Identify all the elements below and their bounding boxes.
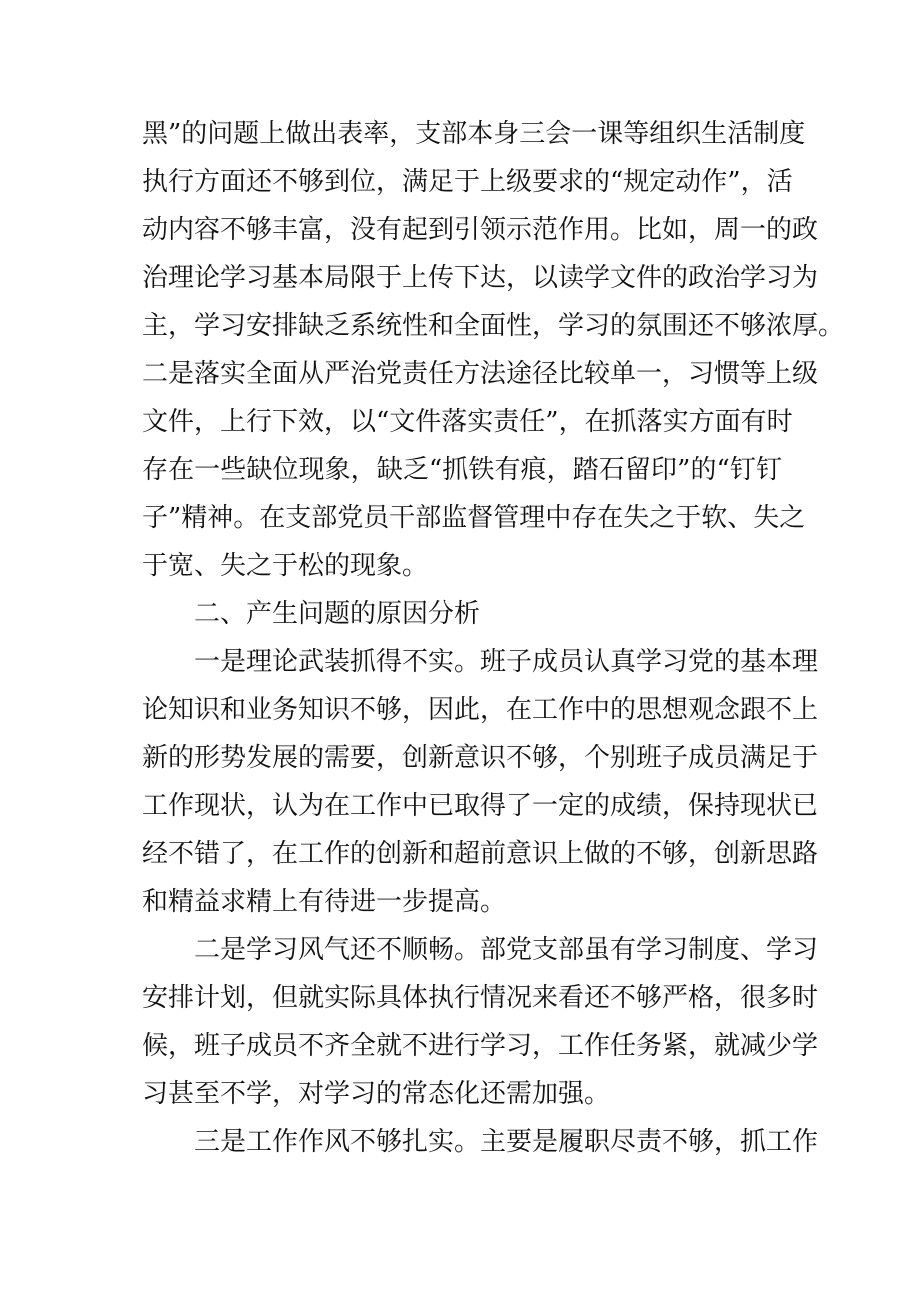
text-line: 主，学习安排缺乏系统性和全面性，学习的氛围还不够浓厚。 xyxy=(142,311,845,341)
text-line: 一是理论武装抓得不实。班子成员认真学习党的基本理 xyxy=(194,647,819,677)
paragraph-theory xyxy=(142,638,819,926)
text-line: 习甚至不学，对学习的常态化还需加强。 xyxy=(142,1079,611,1109)
text-line: 执行方面还不够到位，满足于上级要求的“规定动作”，活 xyxy=(142,167,793,197)
paragraph-continuation xyxy=(142,110,845,590)
text-line: 经不错了，在工作的创新和超前意识上做的不够，创新思路 xyxy=(142,839,819,869)
document-body xyxy=(142,110,845,1166)
text-line: 论知识和业务知识不够，因此，在工作中的思想观念跟不上 xyxy=(142,695,819,725)
text-line: 黑”的问题上做出表率，支部本身三会一课等组织生活制度 xyxy=(142,119,806,149)
text-line: 二是学习风气还不顺畅。部党支部虽有学习制度、学习 xyxy=(194,935,819,965)
text-line: 动内容不够丰富，没有起到引领示范作用。比如，周一的政 xyxy=(142,215,819,245)
text-line: 工作现状，认为在工作中已取得了一定的成绩，保持现状已 xyxy=(142,791,819,821)
text-line: 候，班子成员不齐全就不进行学习，工作任务紧，就减少学 xyxy=(142,1031,819,1061)
text-line: 于宽、失之于松的现象。 xyxy=(142,551,429,581)
text-line: 子”精神。在支部党员干部监督管理中存在失之于软、失之 xyxy=(142,503,806,533)
text-line: 新的形势发展的需要，创新意识不够，个别班子成员满足于 xyxy=(142,743,819,773)
text-line: 文件，上行下效，以“文件落实责任”，在抓落实方面有时 xyxy=(142,407,793,437)
text-line: 三是工作作风不够扎实。主要是履职尽责不够，抓工作 xyxy=(194,1127,819,1157)
text-line: 治理论学习基本局限于上传下达，以读学文件的政治学习为 xyxy=(142,263,819,293)
text-line: 安排计划，但就实际具体执行情况来看还不够严格，很多时 xyxy=(142,983,819,1013)
text-line: 和精益求精上有待进一步提高。 xyxy=(142,887,507,917)
heading-text: 二、产生问题的原因分析 xyxy=(194,599,481,629)
text-line: 存在一些缺位现象，缺乏“抓铁有痕，踏石留印”的“钉钉 xyxy=(142,455,782,485)
paragraph-style xyxy=(142,1118,819,1166)
paragraph-study xyxy=(142,926,819,1118)
text-line: 二是落实全面从严治党责任方法途径比较单一，习惯等上级 xyxy=(142,359,819,389)
section-heading xyxy=(142,590,782,638)
